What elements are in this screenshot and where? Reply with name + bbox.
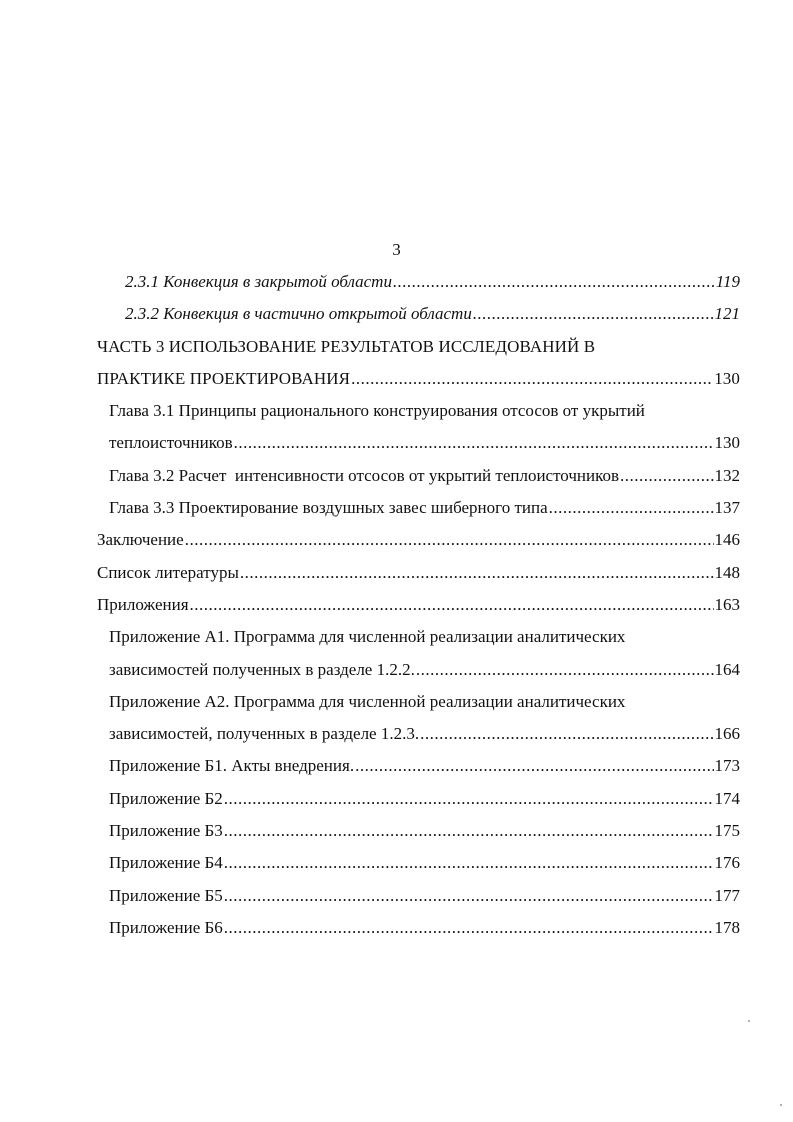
toc-entry-chapter-3-1-cont[interactable] — [97, 427, 740, 459]
table-of-contents — [97, 266, 740, 944]
toc-entry-title: Приложение Б6 — [109, 917, 223, 937]
toc-entry-page: 130 — [714, 433, 740, 453]
toc-entry-title: ПРАКТИКЕ ПРОЕКТИРОВАНИЯ — [97, 368, 351, 388]
toc-entry-2-3-1[interactable] — [97, 266, 740, 298]
toc-entry-page: 137 — [714, 498, 740, 518]
toc-entry-title: Приложение Б2 — [109, 788, 223, 808]
toc-entry-title: Глава 3.3 Проектирование воздушных завес шиберного типа — [109, 498, 548, 518]
toc-entry-appendix-b2[interactable] — [97, 783, 740, 815]
toc-entry-appendix-b4[interactable] — [97, 847, 740, 879]
toc-leader-dots — [240, 557, 714, 589]
toc-entry-page: 174 — [714, 788, 740, 808]
toc-entry-appendix-a1[interactable] — [97, 621, 740, 653]
toc-leader-dots — [393, 266, 715, 298]
toc-leader-dots — [351, 363, 713, 395]
toc-entry-appendix-a2[interactable] — [97, 686, 740, 718]
toc-entry-page: 121 — [714, 304, 740, 324]
toc-leader-dots — [224, 847, 714, 879]
toc-entry-page: 173 — [714, 756, 740, 776]
toc-entry-title: ЧАСТЬ 3 ИСПОЛЬЗОВАНИЕ РЕЗУЛЬТАТОВ ИССЛЕДОВАНИЙ В — [97, 336, 596, 356]
toc-leader-dots — [620, 460, 713, 492]
toc-entry-page: 177 — [714, 885, 740, 905]
toc-entry-title: Приложение А2. Программа для численной реализации аналитических — [109, 691, 626, 711]
toc-entry-title: Глава 3.2 Расчет интенсивности отсосов от укрытий теплоисточников — [109, 465, 620, 485]
scan-speck — [748, 1020, 750, 1022]
toc-entry-chapter-3-3[interactable] — [97, 492, 740, 524]
toc-entry-part-3-cont[interactable] — [97, 363, 740, 395]
toc-entry-part-3[interactable] — [97, 331, 740, 363]
toc-entry-title: Приложение А1. Программа для численной реализации аналитических — [109, 627, 626, 647]
toc-entry-title: Заключение — [97, 530, 184, 550]
toc-leader-dots — [224, 880, 714, 912]
toc-entry-page: 163 — [714, 594, 740, 614]
toc-entry-page: 146 — [714, 530, 740, 550]
toc-entry-page: 178 — [714, 917, 740, 937]
toc-entry-title: 2.3.2 Конвекция в частично открытой области — [125, 304, 472, 324]
toc-entry-page: 164 — [714, 659, 740, 679]
toc-entry-appendix-b6[interactable] — [97, 912, 740, 944]
toc-entry-title: Приложение Б5 — [109, 885, 223, 905]
toc-entry-title: зависимостей, полученных в разделе 1.2.3. — [109, 724, 420, 744]
toc-leader-dots — [185, 524, 714, 556]
toc-entry-title: Приложения — [97, 594, 189, 614]
toc-leader-dots — [224, 783, 714, 815]
toc-entry-page: 132 — [714, 465, 740, 485]
toc-entry-page: 119 — [715, 272, 740, 291]
toc-entry-conclusion[interactable] — [97, 524, 740, 556]
toc-entry-references[interactable] — [97, 557, 740, 589]
toc-entry-page: 130 — [714, 368, 740, 388]
scan-speck — [780, 1104, 782, 1106]
toc-entry-appendix-a1-cont[interactable] — [97, 654, 740, 686]
toc-entry-title: Приложение Б3 — [109, 821, 223, 841]
toc-entry-title: Глава 3.1 Принципы рационального конструирования отсосов от укрытий — [109, 401, 645, 421]
toc-leader-dots — [234, 427, 714, 459]
toc-entry-page: 176 — [714, 853, 740, 873]
toc-leader-dots — [224, 815, 714, 847]
toc-entry-appendix-a2-cont[interactable] — [97, 718, 740, 750]
toc-leader-dots — [416, 654, 714, 686]
toc-leader-dots — [190, 589, 714, 621]
toc-entry-title: Список литературы — [97, 562, 239, 582]
toc-entry-chapter-3-2[interactable] — [97, 460, 740, 492]
page-number: 3 — [392, 240, 401, 259]
toc-leader-dots — [224, 912, 714, 944]
toc-leader-dots — [420, 718, 713, 750]
toc-entry-title: 2.3.1 Конвекция в закрытой области — [125, 272, 392, 291]
toc-leader-dots — [473, 298, 714, 330]
toc-leader-dots — [549, 492, 714, 524]
toc-entry-page: 166 — [714, 724, 740, 744]
toc-entry-title: Приложение Б1. Акты внедрения. — [109, 756, 355, 776]
toc-leader-dots — [355, 750, 713, 782]
toc-entry-title: Приложение Б4 — [109, 853, 223, 873]
toc-entry-title: зависимостей полученных в разделе 1.2.2. — [109, 659, 415, 679]
toc-entry-page: 148 — [714, 562, 740, 582]
toc-entry-page: 175 — [714, 821, 740, 841]
toc-entry-appendix-b1[interactable] — [97, 750, 740, 782]
toc-entry-2-3-2[interactable] — [97, 298, 740, 330]
toc-entry-chapter-3-1[interactable] — [97, 395, 740, 427]
toc-entry-appendix-b3[interactable] — [97, 815, 740, 847]
toc-entry-title: теплоисточников — [109, 433, 233, 453]
toc-entry-appendix-b5[interactable] — [97, 880, 740, 912]
toc-entry-appendices[interactable] — [97, 589, 740, 621]
